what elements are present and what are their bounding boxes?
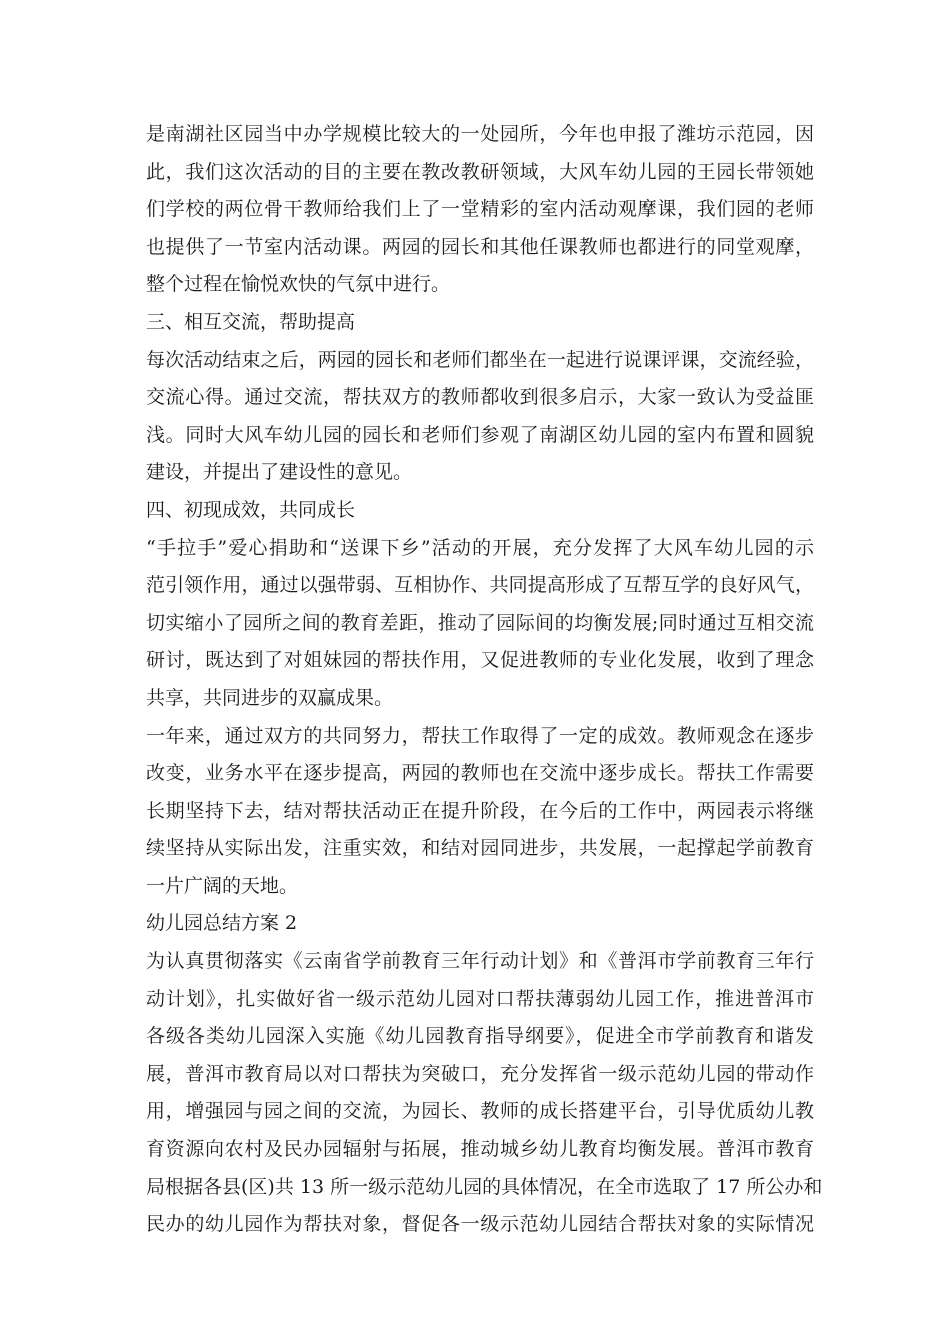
text-line: 育资源向农村及民办园辐射与拓展，推动城乡幼儿教育均衡发展。普洱市教育 (146, 1138, 814, 1161)
document-page (146, 116, 823, 1244)
text-line: 局根据各县(区)共 13 所一级示范幼儿园的具体情况，在全市选取了 17 所公办和 (146, 1175, 823, 1198)
text-line: 一片广阔的天地。 (146, 874, 299, 897)
text-line: 们学校的两位骨干教师给我们上了一堂精彩的室内活动观摩课，我们园的老师 (146, 198, 814, 221)
text-line: 范引领作用，通过以强带弱、互相协作、共同提高形成了互帮互学的良好风气， (146, 574, 814, 597)
text-line: 整个过程在愉悦欢快的气氛中进行。 (146, 273, 451, 296)
text-line: 动计划》，扎实做好省一级示范幼儿园对口帮扶薄弱幼儿园工作，推进普洱市 (146, 987, 814, 1010)
text-line: 四、初现成效，共同成长 (146, 498, 356, 521)
text-line: 为认真贯彻落实《云南省学前教育三年行动计划》和《普洱市学前教育三年行 (146, 950, 814, 973)
text-line: 长期坚持下去，结对帮扶活动正在提升阶段，在今后的工作中，两园表示将继 (146, 799, 814, 822)
text-line: 续坚持从实际出发，注重实效，和结对园同进步，共发展，一起撑起学前教育 (146, 837, 814, 860)
text-line: “手拉手”爱心捐助和“送课下乡”活动的开展，充分发挥了大风车幼儿园的示 (146, 536, 814, 559)
text-line: 此，我们这次活动的目的主要在教改教研领域，大风车幼儿园的王园长带领她 (146, 160, 814, 183)
text-line: 也提供了一节室内活动课。两园的园长和其他任课教师也都进行的同堂观摩， (146, 235, 814, 258)
text-line: 各级各类幼儿园深入实施《幼儿园教育指导纲要》，促进全市学前教育和谐发 (146, 1025, 814, 1048)
text-line: 是南湖社区园当中办学规模比较大的一处园所，今年也申报了潍坊示范园，因 (146, 123, 814, 145)
text-line: 民办的幼儿园作为帮扶对象，督促各一级示范幼儿园结合帮扶对象的实际情况 (146, 1213, 814, 1236)
text-line: 改变，业务水平在逐步提高，两园的教师也在交流中逐步成长。帮扶工作需要 (146, 762, 814, 785)
text-line: 三、相互交流，帮助提高 (146, 310, 356, 333)
text-line: 建设，并提出了建设性的意见。 (146, 461, 413, 484)
text-line: 幼儿园总结方案 2 (146, 912, 298, 935)
text-line: 每次活动结束之后，两园的园长和老师们都坐在一起进行说课评课，交流经验， (146, 348, 814, 371)
text-line: 用，增强园与园之间的交流，为园长、教师的成长搭建平台，引导优质幼儿教 (146, 1100, 814, 1123)
text-line: 研讨，既达到了对姐妹园的帮扶作用，又促进教师的专业化发展，收到了理念 (146, 649, 814, 672)
text-line: 浅。同时大风车幼儿园的园长和老师们参观了南湖区幼儿园的室内布置和圆貌 (146, 423, 814, 446)
text-line: 共享，共同进步的双赢成果。 (146, 686, 394, 709)
text-line: 一年来，通过双方的共同努力，帮扶工作取得了一定的成效。教师观念在逐步 (146, 724, 814, 747)
text-line: 交流心得。通过交流，帮扶双方的教师都收到很多启示，大家一致认为受益匪 (146, 386, 814, 409)
text-line: 切实缩小了园所之间的教育差距，推动了园际间的均衡发展;同时通过互相交流 (146, 611, 814, 634)
text-line: 展，普洱市教育局以对口帮扶为突破口，充分发挥省一级示范幼儿园的带动作 (146, 1062, 814, 1085)
